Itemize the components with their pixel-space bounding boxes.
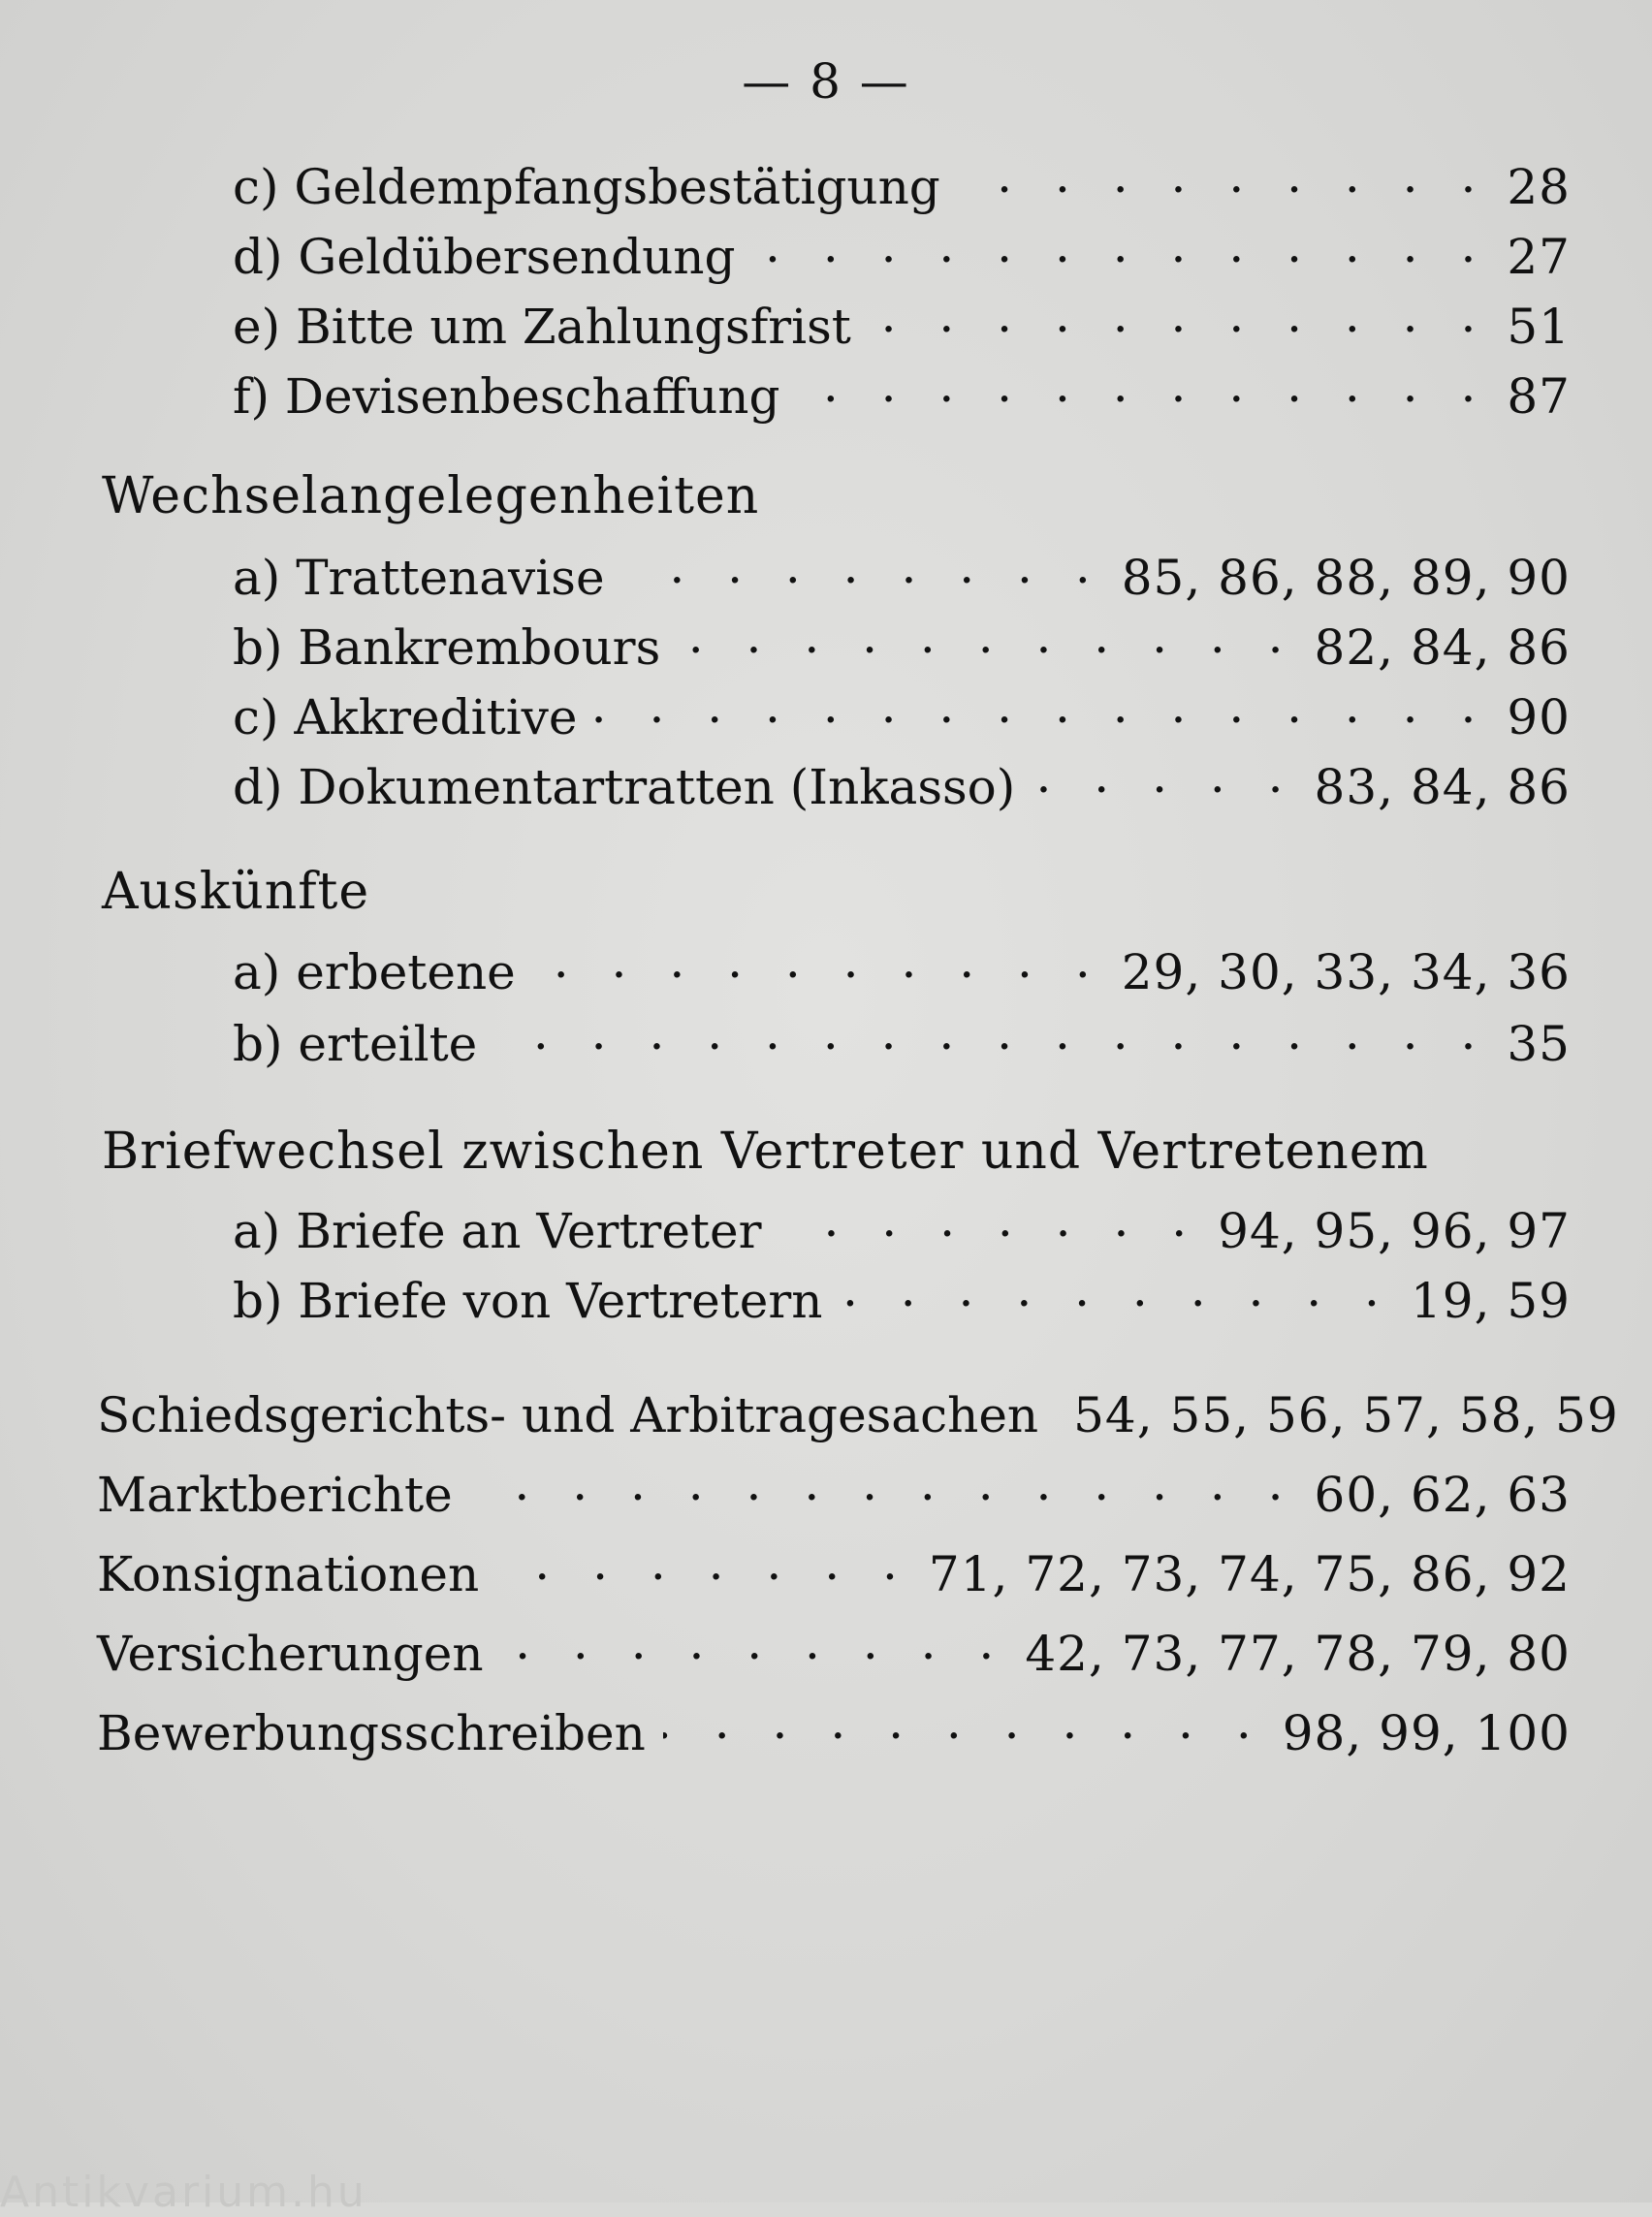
entry-pages: 35 — [1507, 1016, 1571, 1072]
dot-leader — [470, 1463, 1297, 1511]
entry-pages: 94, 95, 96, 97 — [1218, 1203, 1571, 1259]
dot-leader — [496, 1542, 911, 1591]
section-heading: Briefwechsel zwischen Vertreter und Vertretenem — [102, 1123, 1429, 1181]
toc-entry — [97, 1622, 1571, 1682]
page-number: — 8 — — [742, 53, 910, 110]
dot-leader — [1032, 755, 1296, 804]
entry-label: c) Akkreditive — [233, 689, 578, 745]
toc-entry — [233, 616, 1571, 676]
toc-entry — [233, 940, 1571, 1000]
entry-label: Schiedsgerichts- und Arbitragesachen — [97, 1387, 1039, 1443]
toc-entry — [233, 364, 1571, 425]
entry-pages: 82, 84, 86 — [1314, 619, 1571, 676]
entry-pages: 98, 99, 100 — [1282, 1705, 1571, 1761]
entry-label: a) Briefe an Vertreter — [233, 1203, 762, 1259]
entry-pages: 29, 30, 33, 34, 36 — [1121, 944, 1571, 1000]
entry-label: f) Devisenbeschaffung — [233, 368, 780, 425]
dot-leader — [753, 225, 1490, 273]
entry-pages: 90 — [1507, 689, 1571, 745]
entry-label: c) Geldempfangsbestätigung — [233, 159, 940, 215]
entry-pages: 27 — [1507, 229, 1571, 285]
dot-leader — [779, 1199, 1201, 1248]
dot-leader — [678, 616, 1296, 664]
toc-entry — [233, 1199, 1571, 1259]
entry-pages: 71, 72, 73, 74, 75, 86, 92 — [928, 1546, 1571, 1602]
dot-leader — [494, 1012, 1489, 1061]
section-heading: Auskünfte — [102, 863, 370, 921]
entry-pages: 42, 73, 77, 78, 79, 80 — [1025, 1626, 1571, 1682]
entry-pages: 19, 59 — [1410, 1273, 1571, 1329]
dot-leader — [663, 1701, 1265, 1750]
toc-entry — [233, 1012, 1571, 1072]
toc-entry — [233, 755, 1571, 815]
section-heading: Wechselangelegenheiten — [102, 467, 760, 525]
entry-label: a) erbetene — [233, 944, 516, 1000]
entry-pages: 83, 84, 86 — [1314, 759, 1571, 815]
entry-pages: 87 — [1507, 368, 1571, 425]
entry-label: a) Trattenavise — [233, 550, 605, 606]
entry-pages: 60, 62, 63 — [1314, 1467, 1571, 1523]
toc-entry — [97, 1701, 1571, 1761]
dot-leader — [622, 546, 1104, 594]
entry-label: b) Briefe von Vertretern — [233, 1273, 823, 1329]
toc-entry — [233, 225, 1571, 285]
entry-label: d) Geldübersendung — [233, 229, 736, 285]
entry-label: b) Bankrembours — [233, 619, 661, 676]
toc-entry — [233, 1269, 1571, 1329]
toc-entry — [233, 155, 1571, 215]
watermark: Antikvarium.hu — [0, 2168, 367, 2217]
entry-label: e) Bitte um Zahlungsfrist — [233, 299, 851, 355]
dot-leader — [797, 364, 1489, 413]
dot-leader — [840, 1269, 1393, 1317]
dot-leader — [595, 685, 1490, 734]
toc-entry — [233, 546, 1571, 606]
dot-leader — [869, 295, 1490, 343]
toc-entry — [233, 295, 1571, 355]
entry-label: Bewerbungsschreiben — [97, 1705, 646, 1761]
dot-leader — [501, 1622, 1008, 1670]
entry-pages: 51 — [1507, 299, 1571, 355]
entry-pages: 54, 55, 56, 57, 58, 59 — [1073, 1387, 1619, 1443]
entry-label: b) erteilte — [233, 1016, 478, 1072]
toc-entry — [233, 685, 1571, 745]
entry-label: Versicherungen — [97, 1626, 484, 1682]
toc-entry — [97, 1463, 1571, 1523]
entry-label: Konsignationen — [97, 1546, 480, 1602]
dot-leader — [533, 940, 1104, 989]
toc-entry — [97, 1383, 1619, 1443]
entry-label: Marktberichte — [97, 1467, 453, 1523]
entry-label: d) Dokumentartratten (Inkasso) — [233, 759, 1016, 815]
toc-entry — [97, 1542, 1571, 1602]
entry-pages: 85, 86, 88, 89, 90 — [1121, 550, 1571, 606]
entry-pages: 28 — [1507, 159, 1571, 215]
dot-leader — [958, 155, 1490, 204]
